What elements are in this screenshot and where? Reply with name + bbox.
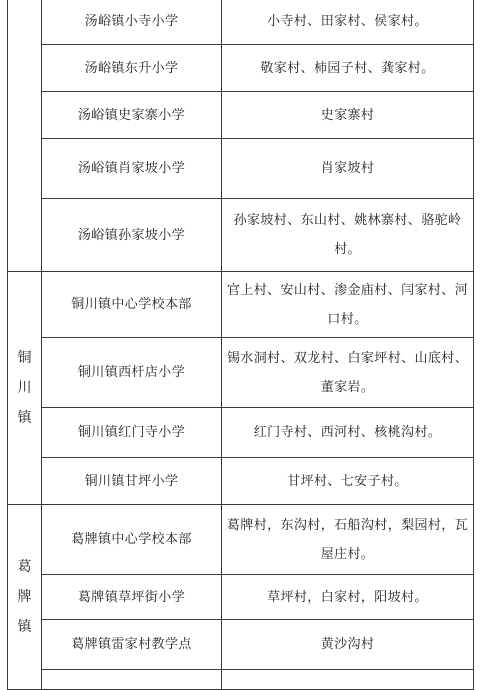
villages-cell: 甘坪村、七安子村。 [222,458,474,505]
school-name-cell: 汤峪镇小寺小学 [42,0,222,45]
villages-cell: 孙家坡村、东山村、姚林寨村、骆驼岭村。 [222,199,474,272]
school-name-cell: 铜川镇西杆店小学 [42,338,222,408]
table-row [8,92,474,139]
town-cell [8,272,42,505]
town-cell [8,505,42,690]
villages-cell: 锡水洞村、双龙村、白家坪村、山底村、董家岩。 [222,338,474,408]
town-label: 铜川镇 [17,350,32,426]
villages-cell: 史家寨村 [222,92,474,139]
table-row [8,620,474,670]
table-row [8,575,474,620]
villages-cell: 红门寺村、西河村、核桃沟村。 [222,408,474,458]
school-name-cell: 汤峪镇孙家坡小学 [42,199,222,272]
school-name-cell: 汤峪镇东升小学 [42,45,222,92]
table-row [8,0,474,45]
town-label: 葛牌镇 [17,559,32,635]
table-row [8,199,474,272]
villages-cell: 小寺村、田家村、侯家村。 [222,0,474,45]
villages-cell: 黄沙沟村 [222,620,474,670]
table-row [8,45,474,92]
school-name-cell: 汤峪镇肖家坡小学 [42,139,222,199]
table-row [8,408,474,458]
villages-cell: 官上村、安山村、渗金庙村、闫家村、河口村。 [222,272,474,338]
table-row [8,670,474,690]
town-cell [8,0,42,272]
villages-cell: 敬家村、柿园子村、龚家村。 [222,45,474,92]
villages-cell: 肖家坡村 [222,139,474,199]
table-row [8,458,474,505]
school-name-cell: 铜川镇红门寺小学 [42,408,222,458]
table-row [8,139,474,199]
school-name-cell: 铜川镇中心学校本部 [42,272,222,338]
school-name-cell: 葛牌镇中心学校本部 [42,505,222,575]
school-name-cell: 汤峪镇史家寨小学 [42,92,222,139]
school-name-cell: 铜川镇甘坪小学 [42,458,222,505]
table-row [8,505,474,575]
villages-cell [222,670,474,690]
villages-cell: 草坪村，白家村，阳坡村。 [222,575,474,620]
school-district-table [7,0,474,690]
villages-cell: 葛牌村，东沟村，石船沟村，梨园村，瓦屋庄村。 [222,505,474,575]
table-row [8,338,474,408]
school-name-cell: 葛牌镇雷家村教学点 [42,620,222,670]
table-row [8,272,474,338]
school-name-cell [42,670,222,690]
school-name-cell: 葛牌镇草坪街小学 [42,575,222,620]
